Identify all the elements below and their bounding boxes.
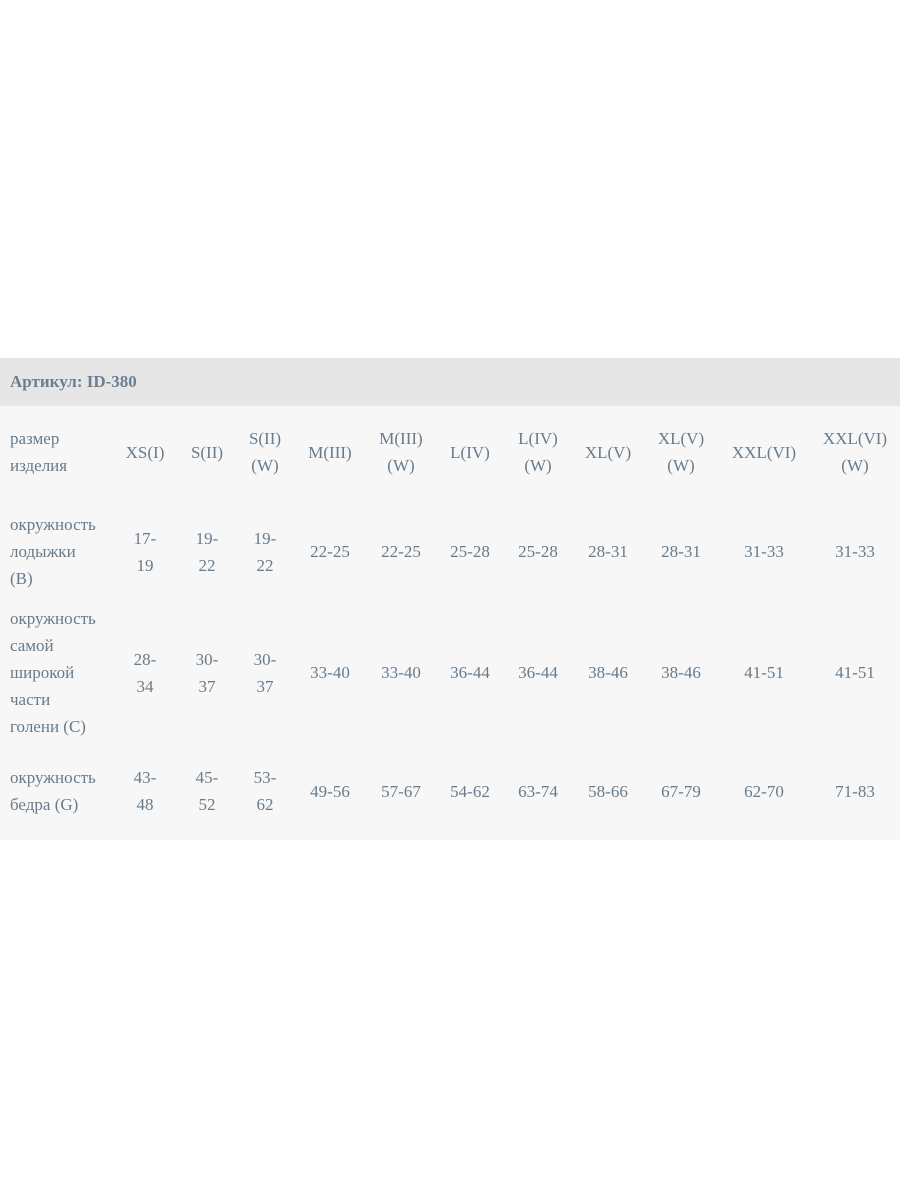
table-cell: XS(I) xyxy=(125,442,165,462)
table-cell: 33-40 xyxy=(381,663,421,682)
table-cell: 28-31 xyxy=(588,542,628,561)
table-cell: 25-28 xyxy=(518,542,558,561)
row-label: окружность бедра (G) xyxy=(10,768,96,814)
size-chart xyxy=(0,358,900,840)
table-cell: 71-83 xyxy=(835,781,875,801)
table-cell: 17- 19 xyxy=(133,528,157,575)
table-row-thigh xyxy=(0,740,900,842)
table-cell: 67-79 xyxy=(661,781,701,801)
table-cell: 22-25 xyxy=(381,542,421,561)
table-cell: 28-31 xyxy=(661,542,701,561)
table-cell: 53- 62 xyxy=(253,768,277,814)
table-cell: 38-46 xyxy=(661,663,701,682)
table-cell: S(II) (W) xyxy=(248,429,282,475)
table-cell: 54-62 xyxy=(450,781,490,801)
table-cell: S(II) xyxy=(190,442,224,462)
table-cell: XL(V) (W) xyxy=(657,429,705,475)
table-cell: 58-66 xyxy=(588,781,628,801)
table-cell: 41-51 xyxy=(835,663,875,682)
table-cell: 62-70 xyxy=(744,781,784,801)
table-cell: M(III) (W) xyxy=(379,429,423,475)
title-bar xyxy=(0,358,900,406)
table-cell: 30- 37 xyxy=(195,649,219,696)
table-cell: 36-44 xyxy=(450,663,490,682)
table-cell: XXL(VI) (W) xyxy=(822,429,888,475)
table-cell: 41-51 xyxy=(744,663,784,682)
table-cell: XL(V) xyxy=(584,442,632,462)
table-cell: 19- 22 xyxy=(195,528,219,575)
table-cell: 45- 52 xyxy=(195,768,219,814)
table-cell: L(IV) (W) xyxy=(518,429,558,475)
table-row-size xyxy=(0,406,900,498)
table-cell: 19- 22 xyxy=(253,528,277,575)
table-cell: 36-44 xyxy=(518,663,558,682)
table-cell: 31-33 xyxy=(744,542,784,561)
row-label: размер изделия xyxy=(10,429,68,475)
table-cell: 28- 34 xyxy=(133,649,157,696)
table-cell: 57-67 xyxy=(381,781,421,801)
table-cell: 49-56 xyxy=(310,781,350,801)
table-cell: 31-33 xyxy=(835,542,875,561)
table-cell: 30- 37 xyxy=(253,649,277,696)
table-cell: M(III) xyxy=(308,442,352,462)
table-row-ankle xyxy=(0,498,900,605)
size-table xyxy=(0,406,900,842)
article-title: Артикул: ID-380 xyxy=(10,372,137,391)
table-cell: 38-46 xyxy=(588,663,628,682)
table-cell: L(IV) xyxy=(450,442,490,462)
table-cell: 33-40 xyxy=(310,663,350,682)
table-cell: 25-28 xyxy=(450,542,490,561)
table-cell: 22-25 xyxy=(310,542,350,561)
row-label: окружность лодыжки (B) xyxy=(10,515,96,588)
table-cell: 43- 48 xyxy=(133,768,157,814)
table-row-calf xyxy=(0,605,900,740)
table-cell: XXL(VI) xyxy=(731,442,797,462)
table-cell: 63-74 xyxy=(518,781,558,801)
row-label: окружность самой широкой части голени (С) xyxy=(10,609,96,736)
